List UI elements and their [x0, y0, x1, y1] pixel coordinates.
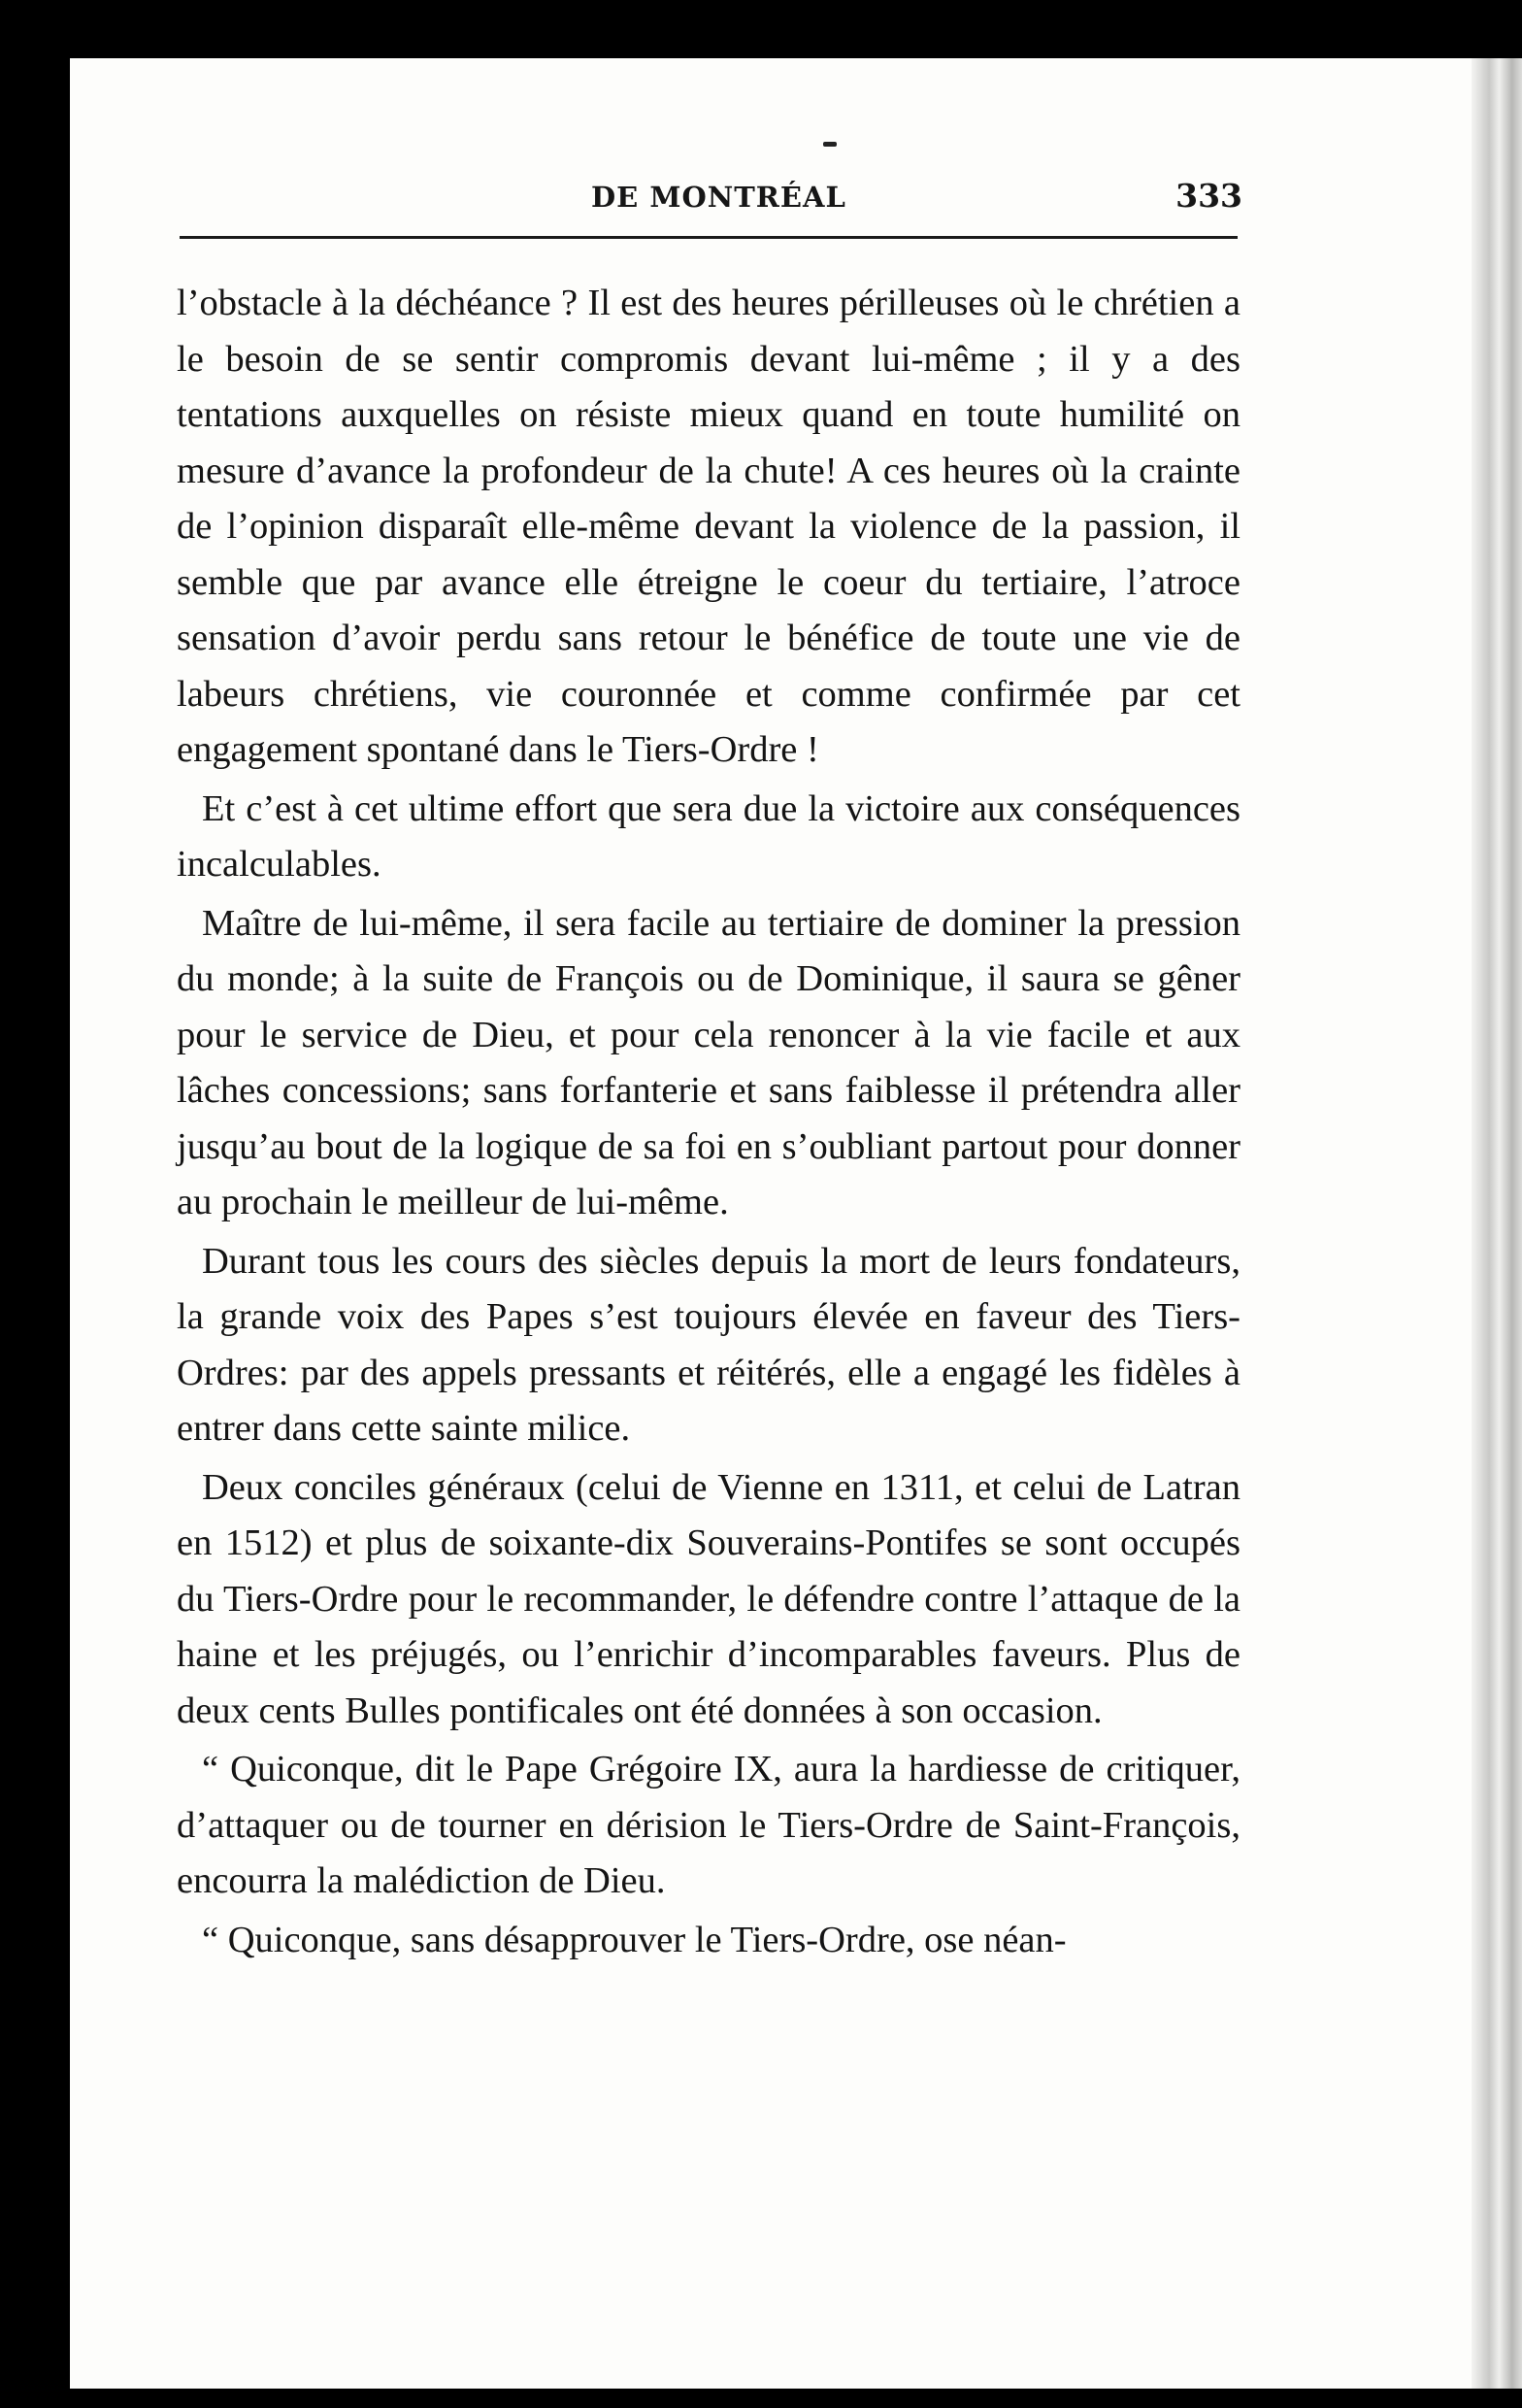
- running-head: DE MONTRÉAL: [591, 181, 846, 214]
- header-rule: [180, 236, 1238, 239]
- paragraph: Deux conciles généraux (celui de Vienne en 1311, et celui de Latran en 1512) et plus de soixante-dix Souverains-Pontifes se sont occupés du Tiers-Ordre pour le recommander, le défendre contre l’attaque de la haine et les préjugés, ou l’enrichir d’incomparables faveurs. Plus de deux cents Bulles pontificales ont été données à son occasion.: [177, 1466, 1241, 1731]
- page-number: 333: [1175, 177, 1242, 215]
- paragraph: Durant tous les cours des siècles depuis la mort de leurs fondateurs, la grande voix des Papes s’est toujours élevée en faveur des Tiers-Ordres: par des appels pressants et réitérés, elle a engagé les fidèles à entrer dans cette sainte milice.: [177, 1240, 1241, 1449]
- header-rule-short: [180, 236, 587, 237]
- page-header: [180, 173, 1242, 221]
- page-edge: [1472, 58, 1522, 2389]
- body-text: [177, 276, 1241, 1968]
- print-mark: [823, 142, 837, 147]
- paragraph: Et c’est à cet ultime effort que sera due la victoire aux conséquences incalculables.: [177, 787, 1241, 885]
- paragraph: Maître de lui-même, il sera facile au tertiaire de dominer la pression du monde; à la suite de François ou de Dominique, il saura se gêner pour le service de Dieu, et pour cela renoncer à la vie facile et aux lâches concessions; sans forfanterie et sans faiblesse il prétendra aller jusqu’au bout de la logique de sa foi en s’oubliant partout pour donner au prochain le meilleur de lui-même.: [177, 902, 1241, 1222]
- paragraph: “ Quiconque, sans désapprouver le Tiers-Ordre, ose néan-: [202, 1919, 1067, 1960]
- paragraph: “ Quiconque, dit le Pape Grégoire IX, aura la hardiesse de critiquer, d’attaquer ou de tourner en dérision le Tiers-Ordre de Saint-François, encourra la malédiction de Dieu.: [177, 1749, 1241, 1901]
- paragraph: l’obstacle à la déchéance ? Il est des heures périlleuses où le chrétien a le besoin de se sentir compromis devant lui-même ; il y a des tentations auxquelles on résiste mieux quand en toute humilité on mesure d’avance la profondeur de la chute! A ces heures où la crainte de l’opinion disparaît elle-même devant la violence de la passion, il semble que par avance elle étreigne le coeur du tertiaire, l’atroce sensation d’avoir perdu sans retour le bénéfice de toute une vie de labeurs chrétiens, vie couronnée et comme confirmée par cet engagement spontané dans le Tiers-Ordre !: [177, 283, 1241, 770]
